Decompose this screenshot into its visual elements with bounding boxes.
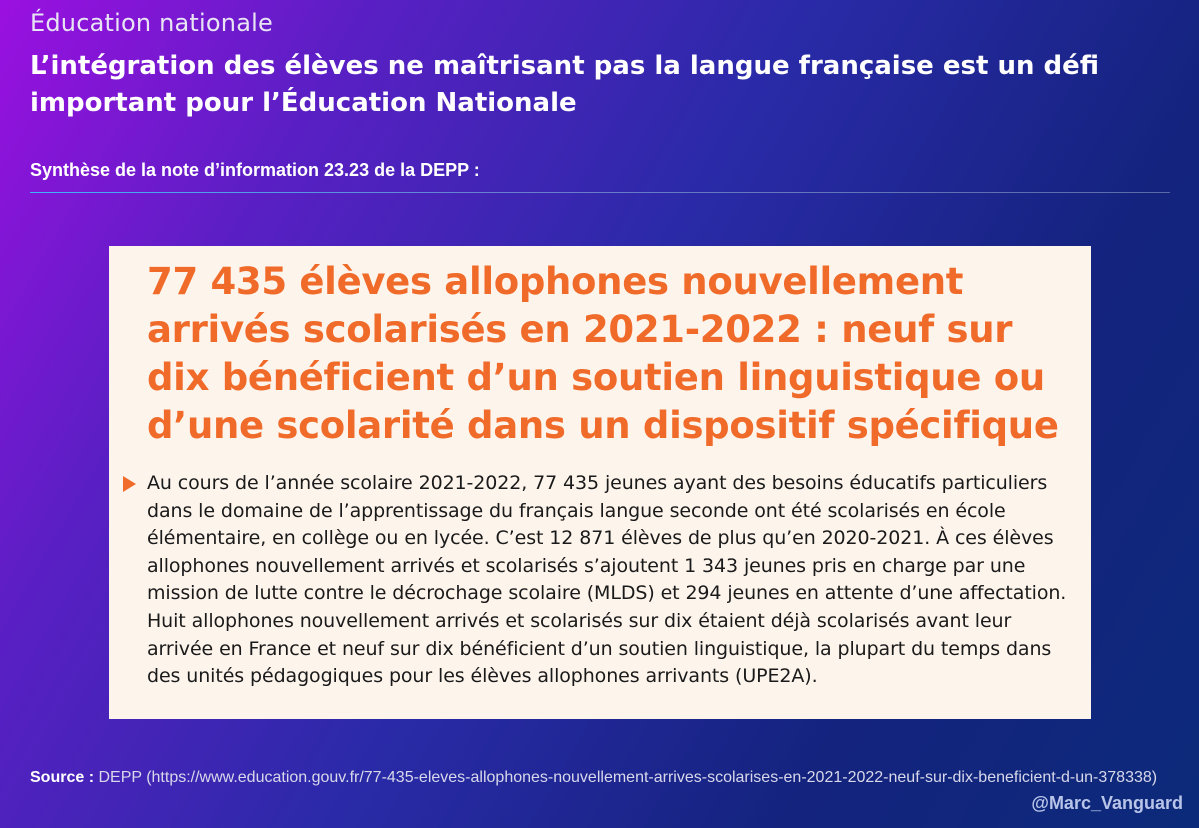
kicker-label: Éducation nationale [30, 9, 273, 37]
section-subtitle: Synthèse de la note d’information 23.23 de la DEPP : [30, 160, 480, 180]
source-label: Source : [30, 769, 95, 786]
excerpt-body [147, 470, 1071, 691]
excerpt-card [109, 246, 1091, 719]
source-text: DEPP (https://www.education.gouv.fr/77-435-eleves-allophones-nouvellement-arrives-scolarises-en-2021-2022-neuf-sur-dix-beneficient-d-un-378338) [98, 769, 1158, 786]
author-handle: @Marc_Vanguard [1031, 793, 1183, 813]
excerpt-paragraph: Au cours de l’année scolaire 2021-2022, 77 435 jeunes ayant des besoins éducatifs particuliers dans le domaine de l’apprentissage du français langue seconde ont été scolarisés en école élémentaire, en collège ou en lycée. C’est 12 871 élèves de plus qu’en 2020-2021. À ces élèves allophones nouvellement arrivés et scolarisés s’ajoutent 1 343 jeunes pris en charge par une mission de lutte contre le décrochage scolaire (MLDS) et 294 jeunes en attente d’une affectation. Huit allophones nouvellement arrivés et scolarisés sur dix étaient déjà scolarisés avant leur arrivée en France et neuf sur dix bénéficient d’un soutien linguistique, la plupart du temps dans des unités pédagogiques pour les élèves allophones arrivants (UPE2A). [147, 472, 1067, 688]
triangle-bullet-icon [123, 476, 136, 492]
divider [30, 192, 1170, 193]
source-note [30, 767, 1180, 789]
page-title: L’intégration des élèves ne maîtrisant pas la langue française est un défi important pour l’Éducation Nationale [30, 51, 1100, 118]
excerpt-title: 77 435 élèves allophones nouvellement arrivés scolarisés en 2021-2022 : neuf sur dix bénéficient d’un soutien linguistique ou d’une scolarité dans un dispositif spécifique [147, 260, 1059, 447]
